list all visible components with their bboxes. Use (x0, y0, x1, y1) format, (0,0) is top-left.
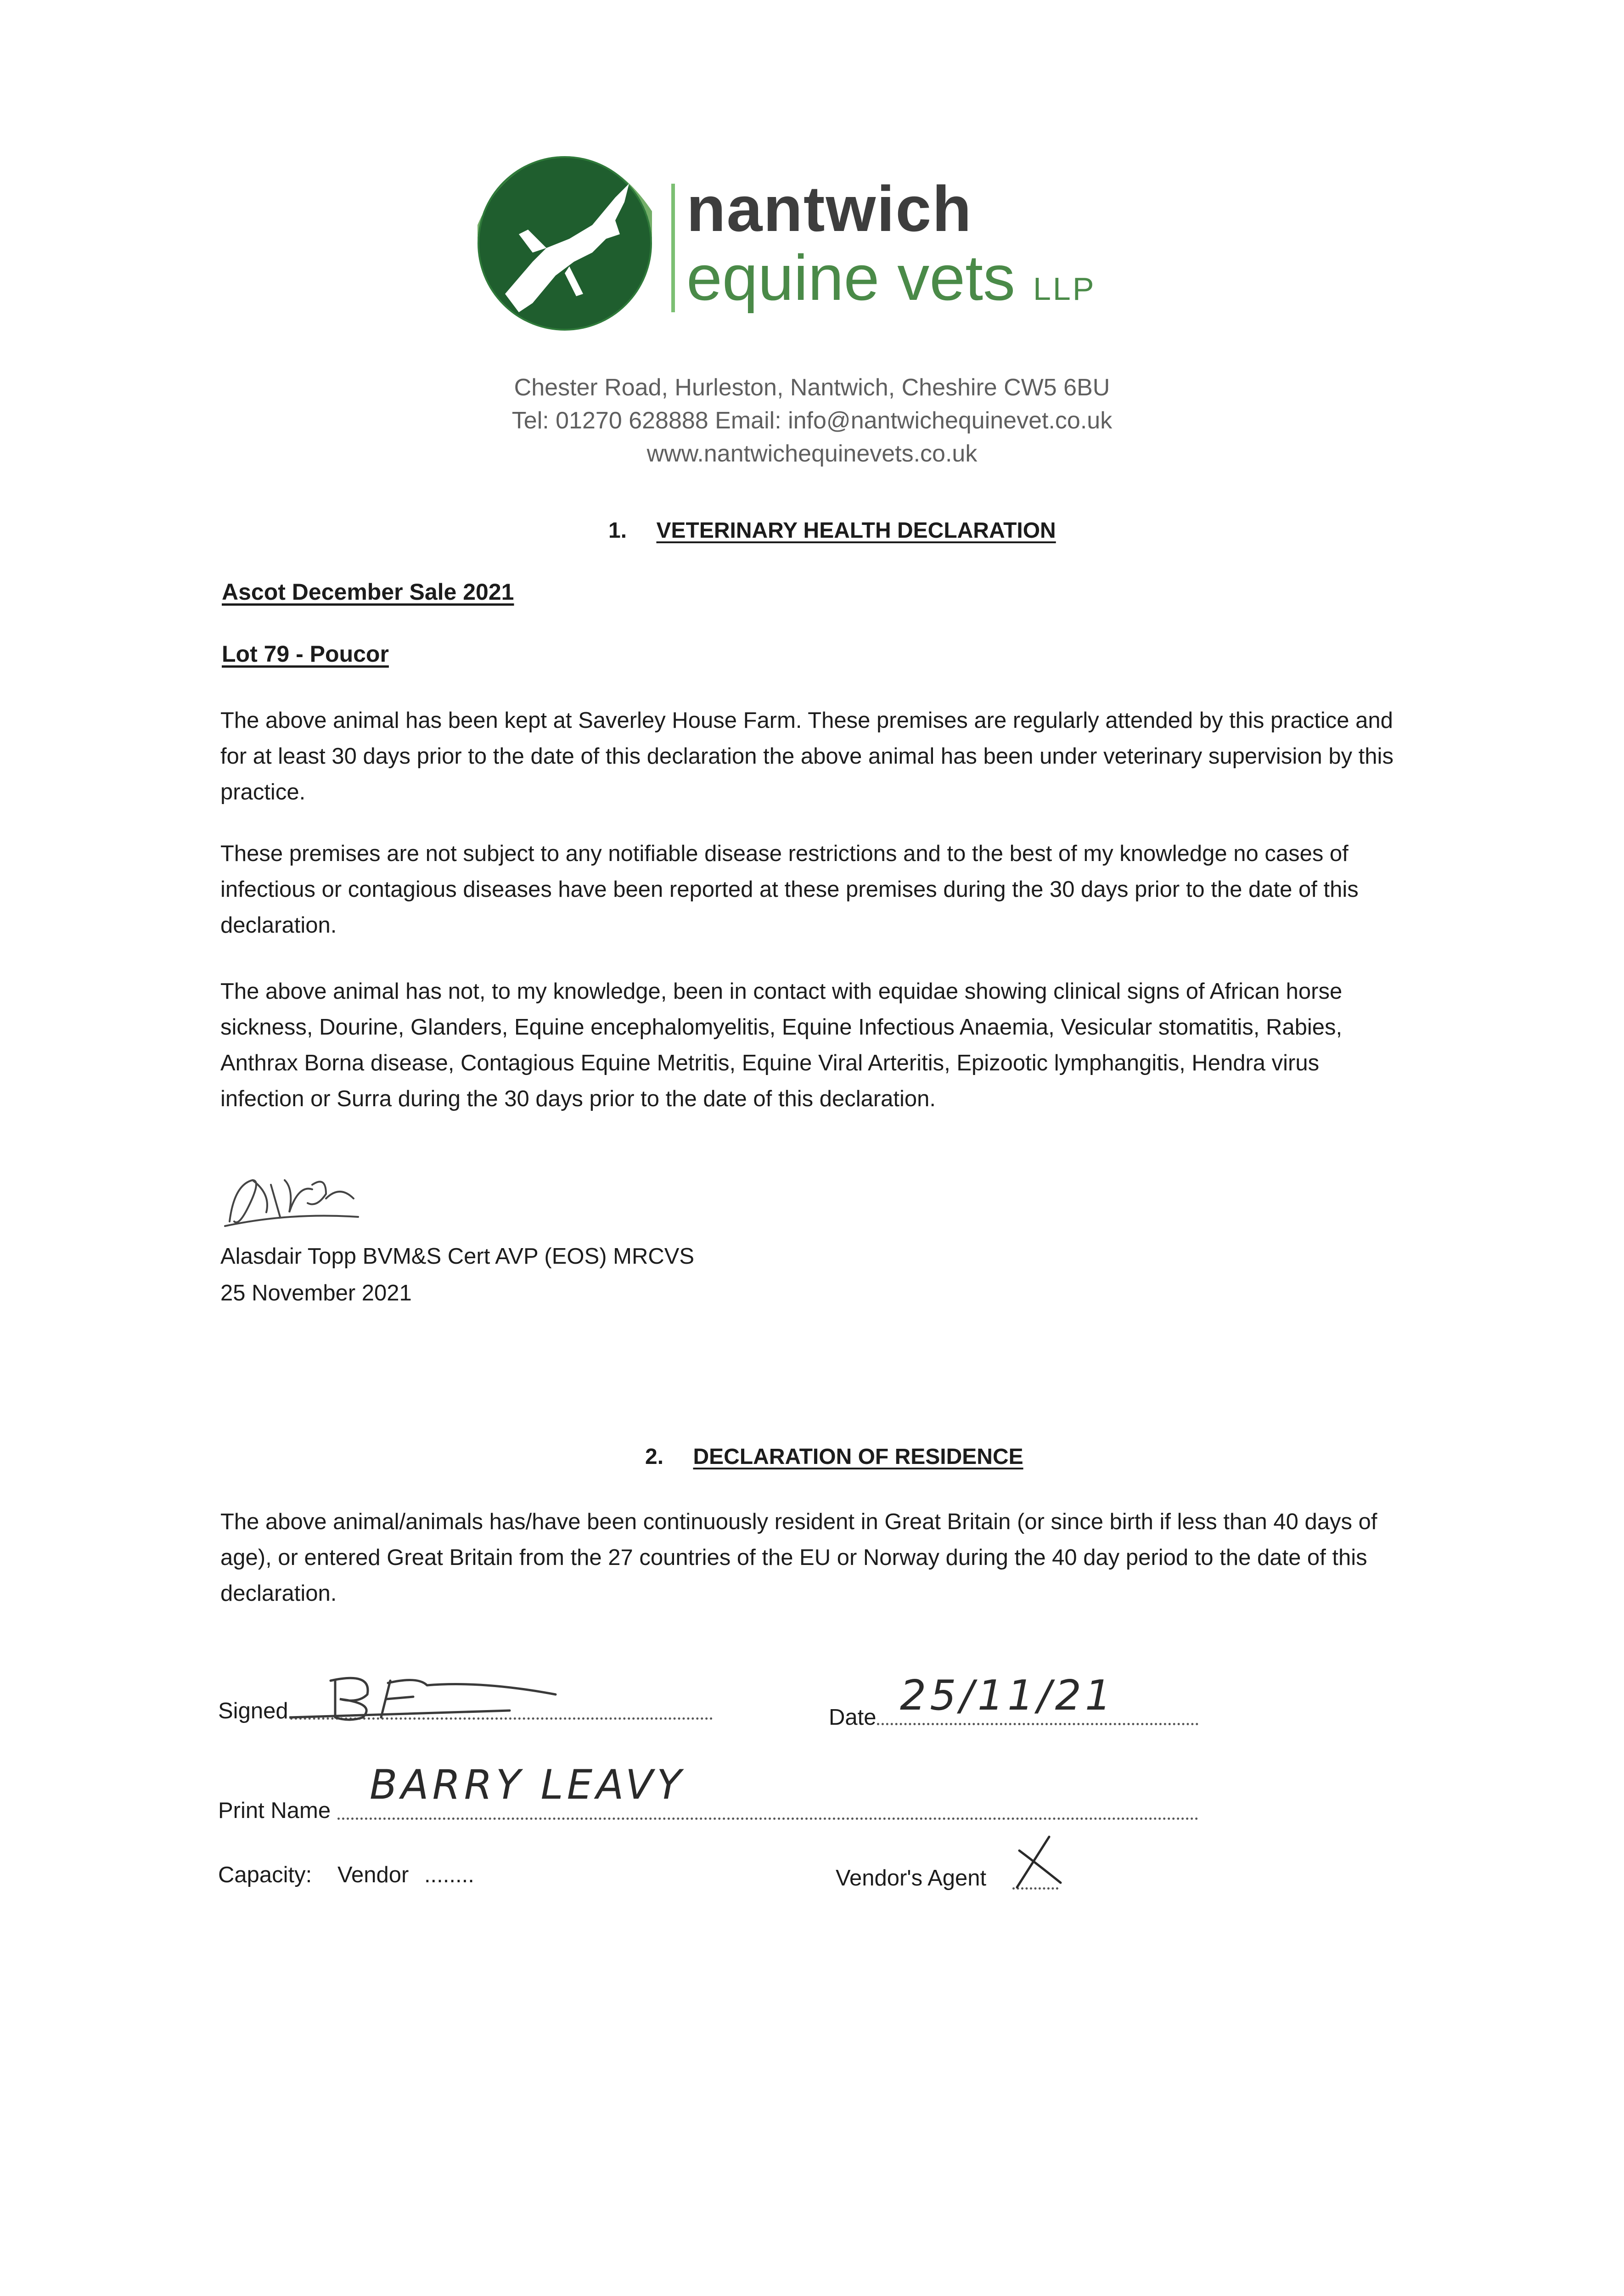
section2-heading (645, 1444, 1023, 1469)
logo-divider (671, 184, 675, 312)
vet-name: Alasdair Topp BVM&S Cert AVP (EOS) MRCVS (220, 1244, 695, 1269)
section1-heading (608, 518, 1056, 543)
section1-paragraph-3 (220, 974, 1396, 1117)
section2-paragraph (220, 1504, 1396, 1611)
vendors-agent-option[interactable] (836, 1865, 986, 1891)
brand-name: nantwich (686, 173, 972, 245)
section1-paragraph-1 (220, 703, 1396, 810)
date-handwritten: 25/11/21 (900, 1671, 1115, 1720)
print-name-label: Print Name (218, 1798, 331, 1823)
section1-number: 1. (608, 518, 627, 543)
paragraph-text: These premises are not subject to any notifiable disease restrictions and to the best of my knowledge no cases of infectious or contagious diseases have been reported at these premises during the 30 days prior to the date of this declaration. (220, 841, 1359, 938)
section2-number: 2. (645, 1445, 664, 1469)
horse-logo-icon (478, 156, 652, 331)
paragraph-text: The above animal has not, to my knowledge, been in contact with equidae showing clinical signs of African horse sickness, Dourine, Glanders, Equine encephalomyelitis, Equine Infectious Anaemia, Vesicular stomatitis, Rabies, Anthrax Borna disease, Contagious Equine Metritis, Equine Viral Arteritis, Epizootic lymphangitis, Hendra virus infection or Surra during the 30 days prior to the date of this declaration. (220, 979, 1343, 1111)
section2-title: DECLARATION OF RESIDENCE (693, 1445, 1023, 1469)
signed-label: Signed (218, 1699, 288, 1723)
vendor-option-label: Vendor (337, 1863, 409, 1887)
vet-date: 25 November 2021 (220, 1281, 412, 1306)
paragraph-text: The above animal/animals has/have been continuously resident in Great Britain (or since birth if less than 40 days of age), or entered Great Britain from the 27 countries of the EU or Norway during the 40 day period to the date of this declaration. (220, 1509, 1377, 1606)
vet-signature (220, 1166, 367, 1235)
section1-title: VETERINARY HEALTH DECLARATION (656, 518, 1056, 543)
letterhead-address: Chester Road, Hurleston, Nantwich, Cheshire CW5 6BU (514, 374, 1110, 401)
date-label: Date (829, 1705, 877, 1730)
brand-suffix: LLP (1033, 271, 1096, 307)
brand-subtitle (686, 242, 1096, 314)
letterhead-contact: Tel: 01270 628888 Email: info@nantwichequinevet.co.uk (511, 407, 1113, 434)
sale-name: Ascot December Sale 2021 (222, 579, 514, 605)
paragraph-text: The above animal has been kept at Saverley House Farm. These premises are regularly attended by this practice and for at least 30 days prior to the date of this declaration the above animal has been under veterinary supervision by this practice. (220, 708, 1394, 805)
capacity-label: Capacity: (218, 1863, 312, 1887)
vendors-agent-label: Vendor's Agent (836, 1866, 987, 1891)
brand-subtitle-text: equine vets (686, 242, 1016, 314)
vendor-option-dots: ........ (424, 1863, 474, 1887)
vendor-signature (289, 1667, 565, 1727)
vendor-option[interactable] (337, 1862, 474, 1888)
cross-mark-icon (1010, 1832, 1065, 1892)
date-field[interactable] (877, 1723, 1198, 1725)
lot-name: Lot 79 - Poucor (222, 641, 389, 667)
print-name-handwritten: BARRY LEAVY (370, 1761, 685, 1808)
section1-paragraph-2 (220, 836, 1396, 943)
print-name-field[interactable] (337, 1818, 1198, 1820)
letterhead-website: www.nantwichequinevets.co.uk (646, 440, 978, 467)
